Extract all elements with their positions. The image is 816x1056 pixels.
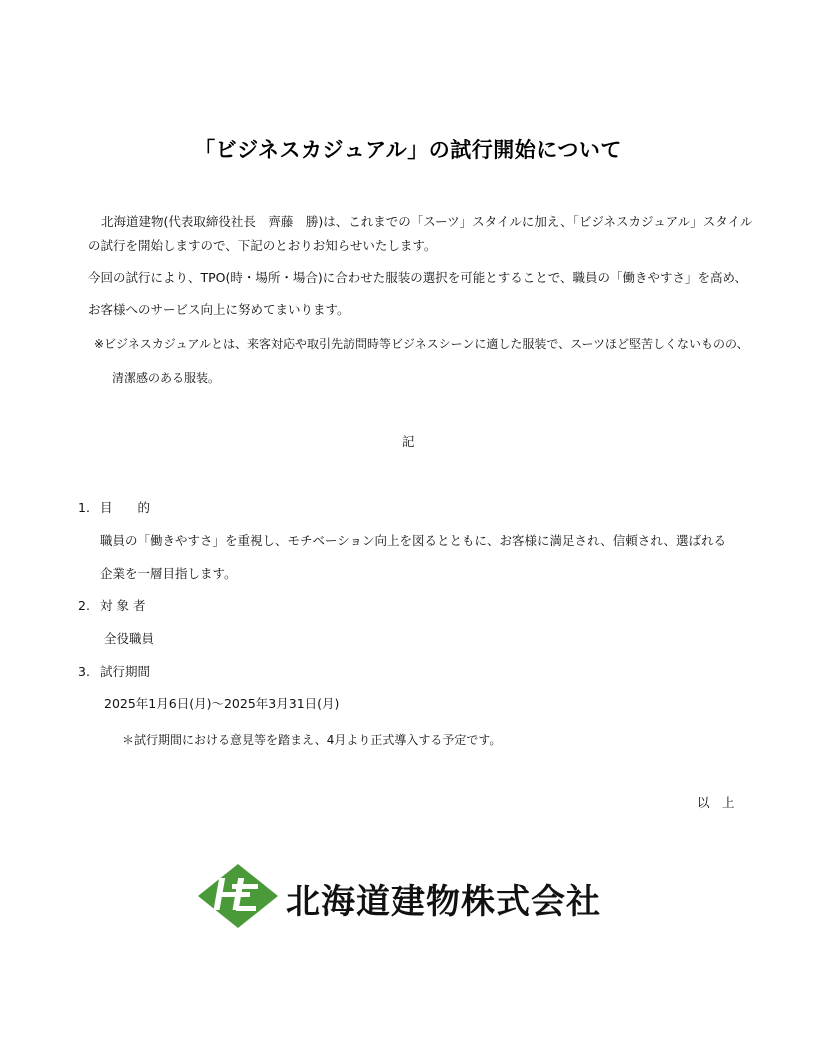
ki-heading: 記 [402, 434, 415, 449]
item-number: 2. [78, 598, 90, 613]
closing-mark: 以 上 [697, 795, 735, 810]
item-heading: 目 的 [100, 500, 151, 515]
item-1-line-2: 企業を一層目指します。 [100, 566, 237, 581]
item-heading: 試行期間 [100, 664, 151, 679]
item-3-line-1: 2025年1月6日(月)～2025年3月31日(月) [104, 696, 340, 711]
item-number: 3. [78, 664, 90, 679]
intro-line-2: の試行を開始しますので、下記のとおりお知らせいたします。 [88, 238, 437, 253]
document-title: 「ビジネスカジュアル」の試行開始について [194, 138, 622, 162]
intro-line-1: 北海道建物(代表取締役社長 齊藤 勝)は、これまでの「スーツ」スタイルに加え、「ビジネスカジュアル」スタイル [101, 214, 753, 229]
company-logo-mark-icon [196, 862, 280, 930]
item-heading: 対 象 者 [100, 598, 146, 613]
definition-note-line-2: 清潔感のある服装。 [112, 371, 221, 385]
intro-line-4: お客様へのサービス向上に努めてまいります。 [88, 302, 350, 317]
company-logo [196, 862, 626, 932]
item-1-header [78, 500, 150, 516]
intro-line-3: 今回の試行により、TPO(時・場所・場合)に合わせた服装の選択を可能とすることで、職員の「働きやすさ」を高め、 [88, 270, 748, 285]
item-1-line-1: 職員の「働きやすさ」を重視し、モチベーション向上を図るとともに、お客様に満足され、信頼され、選ばれる [100, 533, 727, 548]
item-3-header [78, 664, 150, 680]
item-3-note: ＊試行期間における意見等を踏まえ、4月より正式導入する予定です。 [122, 733, 502, 747]
item-2-line-1: 全役職員 [104, 631, 155, 646]
item-2-header [78, 598, 145, 614]
definition-note-line-1: ※ビジネスカジュアルとは、来客対応や取引先訪問時等ビジネスシーンに適した服装で、スーツほど堅苦しくないものの、 [94, 337, 749, 351]
item-number: 1. [78, 500, 90, 515]
company-name: 北海道建物株式会社 [286, 882, 601, 922]
